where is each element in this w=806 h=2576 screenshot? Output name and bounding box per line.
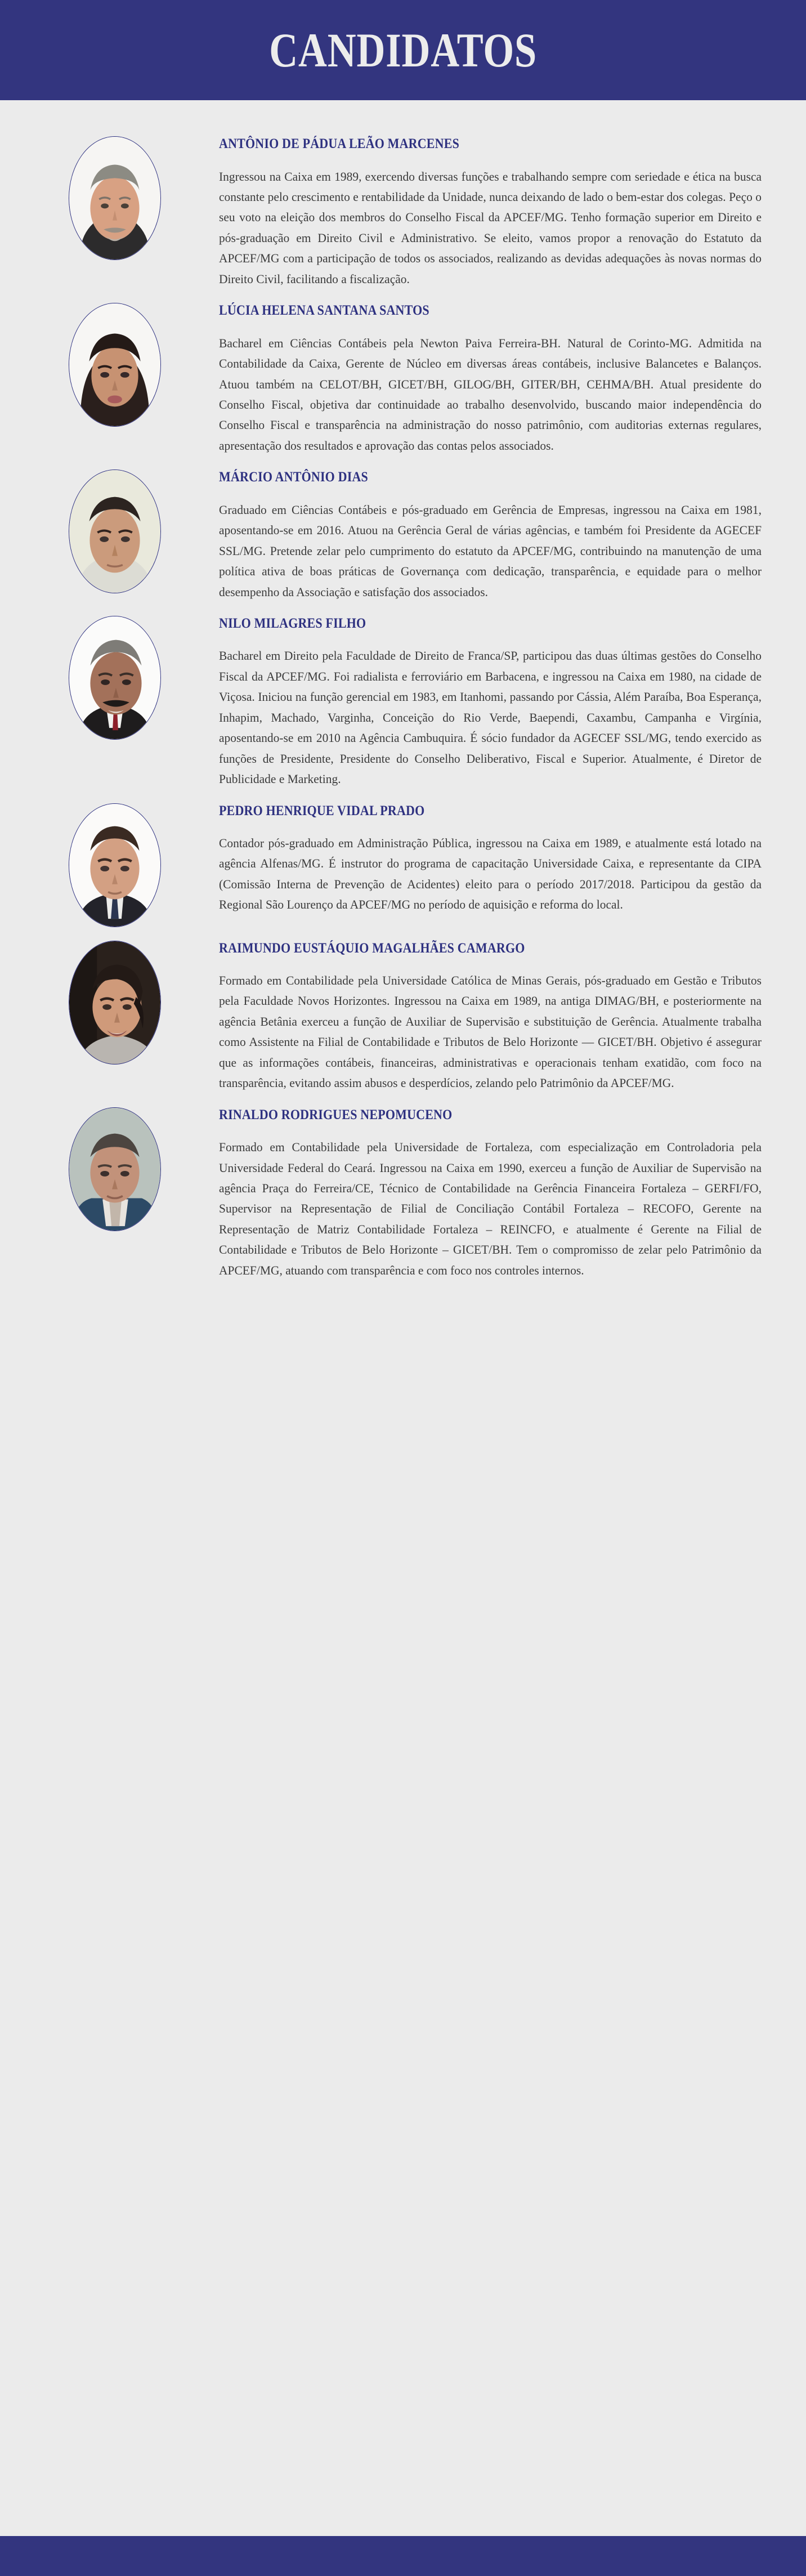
candidate-bio: Bacharel em Ciências Contábeis pela Newton Paiva Ferreira-BH. Natural de Corinto-MG. Admitida na Contabilidade da Caixa, Gerente de Núcleo em diversas áreas contábeis, inclusive Balancetes e Balanços. Atuou também na CELOT/BH, GICET/BH, GILOG/BH, GITER/BH, CEHMA/BH. Atual presidente do Conselho Fiscal, objetiva dar continuidade ao trabalho desenvolvido, buscando maior independência do Conselho Fiscal e transparência na administração do nosso patrimônio, com auditorias externas regulares, apresentação dos resultados e aprovação das contas pelos associados.: [219, 336, 762, 453]
candidate-card: [0, 616, 806, 790]
candidate-bio: Contador pós-graduado em Administração Pública, ingressou na Caixa em 1989, e atualmente está lotado na agência Alfenas/MG. É instrutor do programa de capacitação Universidade Caixa, e representante da CIPA (Comissão Interna de Prevenção de Acidentes) eleito para o período 2017/2018. Participou da gestão da Regional São Lourenço da APCEF/MG no período de aquisição e reforma do local.: [219, 836, 762, 912]
candidate-bio: Graduado em Ciências Contábeis e pós-graduado em Gerência de Empresas, ingressou na Caixa em 1981, aposentando-se em 2016. Atuou na Gerência Geral de várias agências, e também foi Presidente da AGECEF SSL/MG. Pretende zelar pelo cumprimento do estatuto da APCEF/MG, contribuindo na manutenção de uma política ativa de boas práticas de Governança com dedicação, transparência, e equidade para o melhor desempenho da Associação e satisfação dos associados.: [219, 502, 762, 599]
portrait-image: [69, 470, 160, 593]
candidate-text-column: [219, 941, 763, 1094]
page-title: CANDIDATOS: [269, 23, 537, 77]
candidate-card: [0, 1107, 806, 1281]
candidate-bio: Ingressou na Caixa em 1989, exercendo diversas funções e trabalhando sempre com seriedade e ética na busca constante pelo crescimento e rentabilidade da Unidade, nunca deixando de lado o bem-estar dos colegas. Peço o seu voto na eleição dos membros do Conselho Fiscal da APCEF/MG. Tenho formação superior em Direito e pós-graduação em Direito Civil e Administrativo. Se eleito, vamos propor a renovação do Estatuto da APCEF/MG com a participação de todos os associados, realizando as devidas adequações às novas normas do Direito Civil, facilitando a fiscalização.: [219, 169, 762, 286]
candidate-name: LÚCIA HELENA SANTANA SANTOS: [219, 303, 429, 319]
candidate-portrait: [69, 469, 161, 593]
candidate-card: [0, 100, 806, 289]
candidate-text-column: [219, 1107, 763, 1281]
candidate-bio: Bacharel em Direito pela Faculdade de Direito de Franca/SP, participou das duas últimas gestões do Conselho Fiscal da APCEF/MG. Foi radialista e ferroviário em Barbacena, e ingressou na Caixa em 1980, na cidade de Viçosa. Iniciou na função gerencial em 1983, em Itanhomi, passando por Cássia, Além Paraíba, Boa Esperança, Inhapim, Machado, Varginha, Conceição do Rio Verde, Baependi, Caxambu, Campanha e Virgínia, aposentando-se em 2010 na Agência Cambuquira. É sócio fundador da AGECEF SSL/MG, tendo exercido as funções de Presidente, Presidente do Conselho Deliberativo, Fiscal e Superior. Atualmente, é Diretor de Publicidade e Marketing.: [219, 649, 762, 786]
bottom-spacer: [0, 2497, 806, 2536]
candidate-name: MÁRCIO ANTÔNIO DIAS: [219, 469, 368, 485]
page-footer-bar: [0, 2536, 806, 2576]
candidate-photo-column: [0, 616, 219, 740]
candidate-name: RINALDO RODRIGUES NEPOMUCENO: [219, 1107, 453, 1122]
candidate-card: [0, 469, 806, 602]
candidate-name: NILO MILAGRES FILHO: [219, 615, 366, 631]
candidate-portrait: [69, 616, 161, 740]
candidate-bio: Formado em Contabilidade pela Universidade Católica de Minas Gerais, pós-graduado em Gestão e Tributos pela Faculdade Novos Horizontes. Ingressou na Caixa em 1989, na antiga DIMAG/BH, e posteriormente na agência Betânia exerceu a função de Auxiliar de Supervisão e substituição de Gerência. Atualmente trabalha como Assistente na Filial de Contabilidade e Tributos de Belo Horizonte — GICET/BH. Objetivo é assegurar que as informações contábeis, financeiras, administrativas e operacionais tenham exatidão, com foco na transparência, evitando assim abusos e desperdícios, zelando pelo Patrimônio da APCEF/MG.: [219, 973, 762, 1090]
candidate-text-column: [219, 469, 763, 602]
portrait-image: [69, 804, 160, 927]
candidate-card: [0, 941, 806, 1094]
candidate-name: RAIMUNDO EUSTÁQUIO MAGALHÃES CAMARGO: [219, 940, 525, 956]
candidate-photo-column: [0, 136, 219, 260]
portrait-image: [69, 941, 160, 1064]
candidate-card: [0, 803, 806, 927]
candidate-card: [0, 303, 806, 456]
candidate-photo-column: [0, 803, 219, 927]
candidate-name: PEDRO HENRIQUE VIDAL PRADO: [219, 803, 425, 819]
candidate-photo-column: [0, 469, 219, 593]
portrait-image: [69, 616, 160, 739]
portrait-image: [69, 1108, 160, 1231]
candidate-portrait: [69, 303, 161, 427]
candidate-text-column: [219, 803, 763, 915]
candidate-photo-column: [0, 303, 219, 427]
candidate-list: [0, 100, 806, 2497]
candidate-text-column: [219, 136, 763, 289]
candidate-portrait: [69, 803, 161, 927]
candidate-photo-column: [0, 1107, 219, 1231]
candidate-text-column: [219, 616, 763, 790]
candidate-name: ANTÔNIO DE PÁDUA LEÃO MARCENES: [219, 136, 459, 151]
candidate-portrait: [69, 941, 161, 1065]
page-header: [0, 0, 806, 100]
candidate-text-column: [219, 303, 763, 456]
portrait-image: [69, 303, 160, 426]
candidate-bio: Formado em Contabilidade pela Universidade de Fortaleza, com especialização em Controladoria pela Universidade Federal do Ceará. Ingressou na Caixa em 1990, exerceu a função de Auxiliar de Supervisão na agência Praça do Ferreira/CE, Técnico de Contabilidade na Gerência Financeira Fortaleza – GERFI/FO, Supervisor na Representação de Filial de Conciliação Contábil Fortaleza – RECOFO, Gerente na Representação de Matriz Contabilidade Fortaleza – REINCFO, e atualmente é Gerente na Filial de Contabilidade e Tributos de Belo Horizonte – GICET/BH. Tem o compromisso de zelar pelo Patrimônio da APCEF/MG, atuando com transparência e com foco nos controles internos.: [219, 1140, 762, 1277]
candidate-photo-column: [0, 941, 219, 1065]
portrait-image: [69, 137, 160, 260]
candidate-portrait: [69, 136, 161, 260]
candidate-portrait: [69, 1107, 161, 1231]
